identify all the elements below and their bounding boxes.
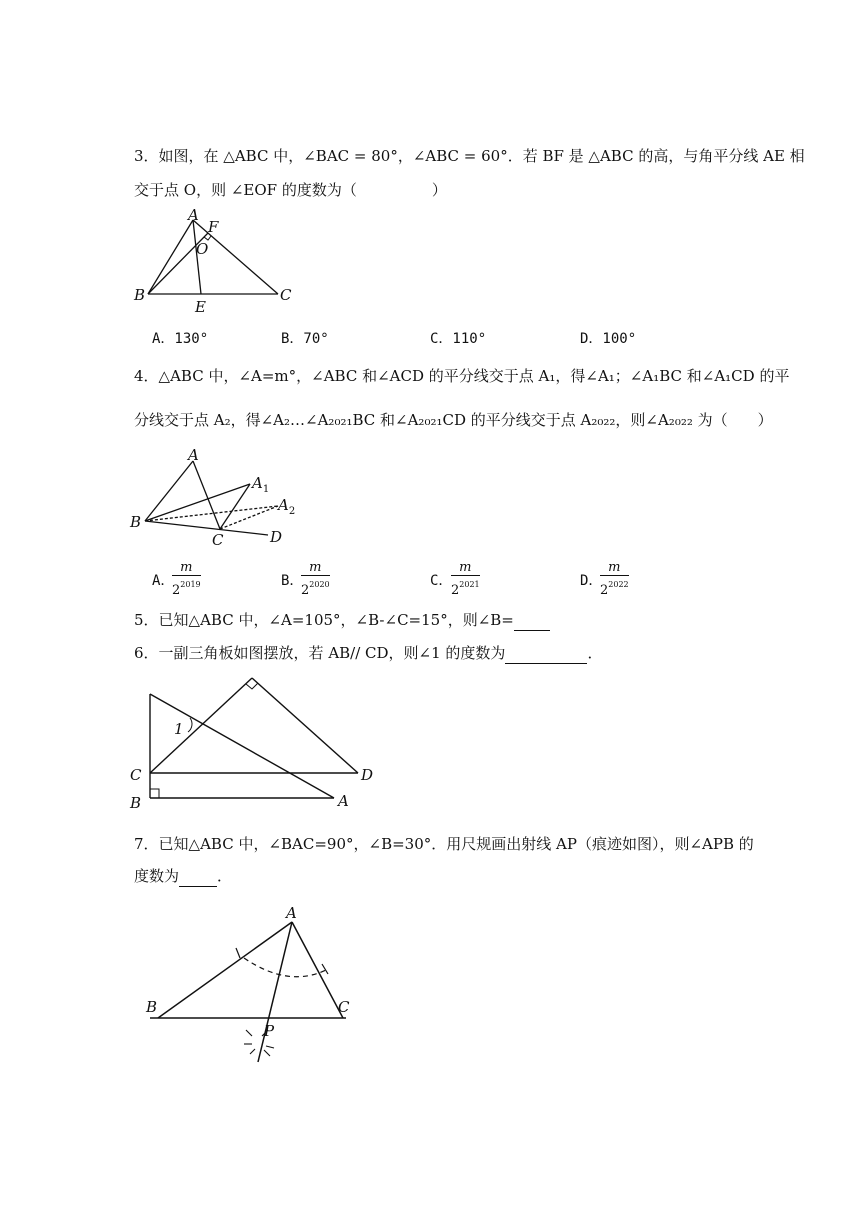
q6-segment-hyp [150, 694, 334, 798]
q4-label-b: B [130, 513, 142, 531]
q6-angle-1-arc [188, 718, 192, 732]
q4-option-a-fraction[interactable]: $\frac{m}{2^{2019}}$ [172, 560, 201, 598]
q3-label-o: O [196, 240, 209, 258]
q4-segment-bd [145, 521, 268, 535]
q5-answer-blank[interactable] [514, 610, 550, 631]
q4-segment-ca2 [220, 506, 278, 529]
q4-stem-line2: 分线交于点 A₂，得∠A₂…∠A₂₀₂₁BC 和∠A₂₀₂₁CD 的平分线交于点 A₂₀₂₂，则∠A₂₀₂₂ 为（ ） [134, 411, 773, 429]
q4-segment-ac [193, 461, 220, 529]
q7-label-b: B [146, 998, 158, 1016]
q3-option-c[interactable]: C．110° [430, 331, 487, 347]
q4-label-c: C [212, 531, 224, 549]
q4-option-b-fraction[interactable]: $\frac{m}{2^{2020}}$ [301, 560, 330, 598]
q6-answer-blank[interactable] [505, 643, 587, 664]
q6-label-b: B [130, 794, 142, 812]
q7-figure [128, 900, 368, 1070]
q6-segment-c-top [150, 678, 252, 773]
q3-option-a[interactable]: A．130° [152, 331, 209, 347]
q7-label-p: P [264, 1022, 275, 1040]
q6-label-c: C [130, 766, 142, 784]
q4-label-a2: $A_2$ [278, 496, 296, 517]
q6-label-d: D [361, 766, 374, 784]
q3-label-c: C [280, 286, 292, 304]
q4-figure [128, 444, 308, 554]
q7-segment-ac [292, 922, 343, 1018]
q7-arc-tick-left [236, 948, 240, 958]
q4-label-a: A [188, 446, 199, 464]
q4-option-a-label[interactable]: A． [152, 573, 175, 589]
q4-option-b-label[interactable]: B． [281, 573, 304, 589]
q7-answer-blank[interactable] [179, 866, 217, 887]
q3-label-f: F [208, 218, 219, 236]
q5-stem: 5．已知△ABC 中，∠A=105°，∠B-∠C=15°，则∠B= [134, 610, 550, 631]
q7-stem-line2: 度数为 ． [134, 867, 233, 885]
q6-right-angle-top [246, 683, 258, 689]
q3-stem-line1: 3．如图，在 △ABC 中，∠BAC = 80°，∠ABC = 60°．若 BF 是 △ABC 的高，与角平分线 AE 相 [134, 147, 805, 165]
q3-segment-ab [148, 220, 193, 294]
q3-label-e: E [195, 298, 206, 316]
q6-label-1: 1 [174, 720, 184, 738]
q7-construction-arc [244, 958, 326, 977]
q3-stem-line2: 交于点 O，则 ∠EOF 的度数为（ ） [134, 181, 447, 199]
q7-stem-line1: 7．已知△ABC 中，∠BAC=90°，∠B=30°．用尺规画出射线 AP（痕迹如图），则∠APB 的 [134, 835, 754, 853]
q6-segment-top-d [252, 678, 358, 773]
q7-label-a: A [286, 904, 297, 922]
q4-option-c-fraction[interactable]: $\frac{m}{2^{2021}}$ [451, 560, 480, 598]
q3-option-b[interactable]: B．70° [281, 331, 329, 347]
q4-label-a1: $A_1$ [252, 474, 270, 495]
q4-segment-ca1 [220, 484, 250, 529]
q4-stem-line1: 4．△ABC 中，∠A=m°，∠ABC 和∠ACD 的平分线交于点 A₁，得∠A₁；∠A₁BC 和∠A₁CD 的平 [134, 367, 790, 385]
q6-stem: 6．一副三角板如图摆放，若 AB// CD，则∠1 的度数为 ． [134, 644, 603, 662]
q3-figure [128, 206, 298, 316]
q6-label-a: A [338, 792, 349, 810]
q4-option-d-label[interactable]: D． [580, 573, 603, 589]
q3-label-a: A [188, 206, 199, 224]
q3-option-d[interactable]: D．100° [580, 331, 637, 347]
q4-label-d: D [270, 528, 283, 546]
q4-option-c-label[interactable]: C． [430, 573, 453, 589]
q4-option-d-fraction[interactable]: $\frac{m}{2^{2022}}$ [600, 560, 629, 598]
q3-label-b: B [134, 286, 146, 304]
q7-label-c: C [338, 998, 350, 1016]
q7-arc-tick-right [322, 964, 328, 974]
q6-right-angle-b [150, 789, 159, 798]
q6-figure [128, 672, 388, 812]
